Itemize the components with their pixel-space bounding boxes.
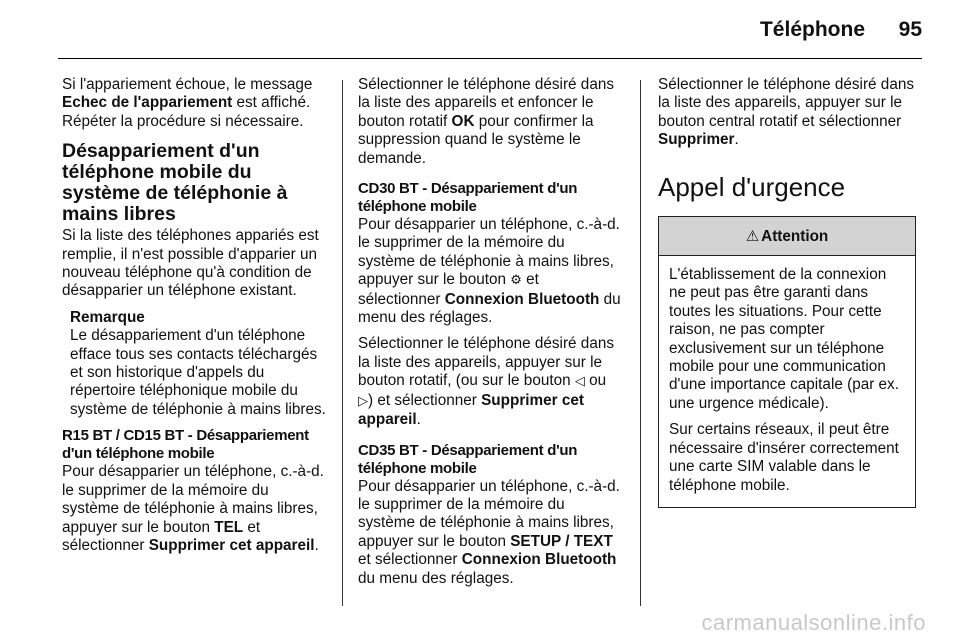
setup-text-button-label: SETUP / TEXT	[510, 532, 613, 550]
subheading-r15-cd15: R15 BT / CD15 BT - Désappariement d'un téléphone mobile	[62, 427, 309, 463]
attention-header	[659, 217, 915, 256]
cd35-select-paragraph: Sélectionner le téléphone désiré dans la liste des appareils, appuyer sur le bouton central rotatif et sélectionner Supprimer.	[658, 76, 914, 149]
delete-device-label: Supprimer cet appareil	[148, 536, 315, 554]
watermark: carmanualsonline.info	[701, 610, 926, 635]
subheading-cd35: CD35 BT - Désappariement d'un téléphone mobile	[358, 441, 578, 477]
column-divider-1	[342, 80, 343, 606]
header-rule	[58, 58, 922, 59]
page-header	[0, 0, 960, 50]
cd30-instructions: Pour désapparier un téléphone, c.-à-d. le supprimer de la mémoire du système de téléphonie à mains libres, appuyer sur le bouton ⚙ et sélectionner Connexion Bluetooth du menu des réglages.	[358, 216, 621, 327]
delete-label: Supprimer	[658, 131, 735, 149]
page-title: Téléphone	[759, 18, 865, 41]
delete-device-label: Supprimer cet appareil	[358, 391, 584, 429]
warning-icon: ⚠	[745, 226, 760, 245]
section-heading-unpair: Désappariement d'un téléphone mobile du système de téléphonie à mains libres	[62, 140, 288, 226]
column-2	[358, 76, 622, 596]
cd35-instructions: Pour désapparier un téléphone, c.-à-d. le supprimer de la mémoire du système de téléphonie à mains libres, appuyer sur le bouton SETUP / TEXT et sélectionner Connexion Bluetooth du menu des réglages.	[358, 477, 620, 587]
attention-paragraph-1: L'établissement de la connexion ne peut pas être garanti dans toutes les situations. Pour cette raison, ne pas compter exclusivement sur un téléphone mobile pour une communication d'une importance capitale (par ex. une urgence médicale).	[669, 266, 899, 412]
page-number: 95	[898, 18, 922, 41]
tel-button-label: TEL	[214, 518, 244, 536]
r15-instructions: Pour désapparier un téléphone, c.-à-d. le supprimer de la mémoire du système de téléphonie à mains libres, appuyer sur le bouton TEL et sélectionner Supprimer cet appareil.	[62, 463, 324, 554]
section-heading-emergency-call: Appel d'urgence	[658, 171, 846, 202]
pairing-error-message: Echec de l'appariement	[62, 94, 233, 112]
arrow-right-icon: ▷	[358, 393, 368, 409]
column-1	[62, 76, 326, 563]
note-label: Remarque	[70, 308, 145, 326]
arrow-left-icon: ◁	[574, 374, 585, 390]
note-block	[70, 309, 326, 419]
settings-icon: ⚙	[510, 273, 522, 289]
attention-box	[658, 216, 916, 508]
attention-body	[659, 256, 915, 507]
subheading-cd30: CD30 BT - Désappariement d'un téléphone mobile	[358, 180, 578, 216]
bluetooth-connection-label: Connexion Bluetooth	[461, 551, 617, 569]
bluetooth-connection-label: Connexion Bluetooth	[444, 290, 600, 308]
attention-paragraph-2: Sur certains réseaux, il peut être nécessaire d'insérer correctement une carte SIM valable dans le téléphone mobile.	[669, 421, 899, 494]
note-text: Le désappariement d'un téléphone efface tous ses contacts téléchargés et son historique d'appels du répertoire téléphonique mobile du système de téléphonie à mains libres.	[70, 327, 326, 418]
pairing-failed-paragraph: Si l'appariement échoue, le message Echec de l'appariement est affiché. Répéter la procédure si nécessaire.	[62, 76, 313, 130]
attention-title: Attention	[761, 227, 829, 245]
column-3	[658, 76, 920, 508]
unpair-intro-paragraph: Si la liste des téléphones appariés est remplie, il n'est possible d'apparier un nouveau téléphone qu'à condition de désapparier un téléphone existant.	[62, 227, 319, 300]
select-phone-paragraph: Sélectionner le téléphone désiré dans la liste des appareils et enfoncer le bouton rotatif OK pour confirmer la suppression quand le système le demande.	[358, 76, 614, 167]
ok-button-label: OK	[451, 112, 475, 130]
cd30-select-paragraph: Sélectionner le téléphone désiré dans la liste des appareils, appuyer sur le bouton rotatif, (ou sur le bouton ◁ ou ▷) et sélectionner Supprimer cet appareil.	[358, 335, 614, 429]
column-divider-2	[640, 80, 641, 606]
